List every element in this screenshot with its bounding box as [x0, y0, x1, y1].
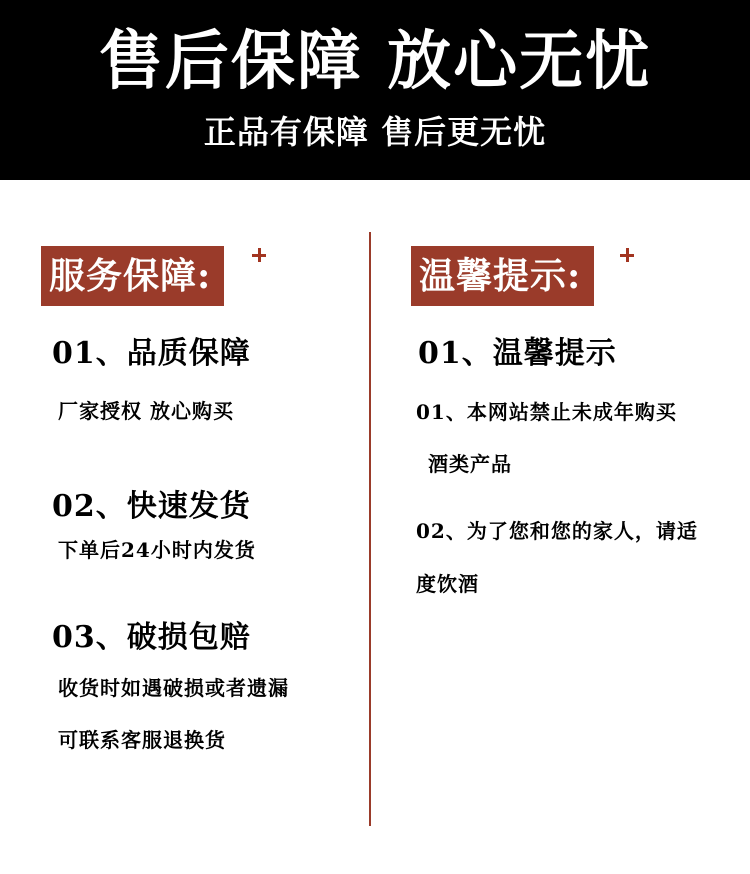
service-guarantee-header: 服务保障:: [41, 246, 224, 306]
item-text-shipping: 下单后24小时内发货: [58, 538, 256, 562]
tips-title: 01、温馨提示: [418, 336, 617, 371]
plus-icon: [252, 248, 266, 262]
plus-icon: [620, 248, 634, 262]
item-text-damage-1: 收货时如遇破损或者遗漏: [58, 676, 289, 700]
banner-title: 售后保障 放心无忧: [98, 24, 652, 99]
banner-subtitle: 正品有保障 售后更无忧: [203, 113, 547, 151]
item-title-quality: 01、品质保障: [52, 336, 251, 371]
tips-line-1: 01、本网站禁止未成年购买: [416, 400, 677, 424]
vertical-divider: [369, 232, 371, 826]
item-title-shipping: 02、快速发货: [52, 489, 251, 524]
tips-line-2: 酒类产品: [428, 452, 512, 476]
tips-line-4: 度饮酒: [416, 572, 479, 596]
banner: [0, 0, 750, 180]
item-text-damage-2: 可联系客服退换货: [58, 728, 226, 752]
item-title-damage: 03、破损包赔: [52, 620, 251, 655]
tips-line-3: 02、为了您和您的家人，请适: [416, 519, 698, 543]
warm-tips-header: 温馨提示:: [411, 246, 594, 306]
item-text-quality: 厂家授权 放心购买: [58, 399, 234, 423]
